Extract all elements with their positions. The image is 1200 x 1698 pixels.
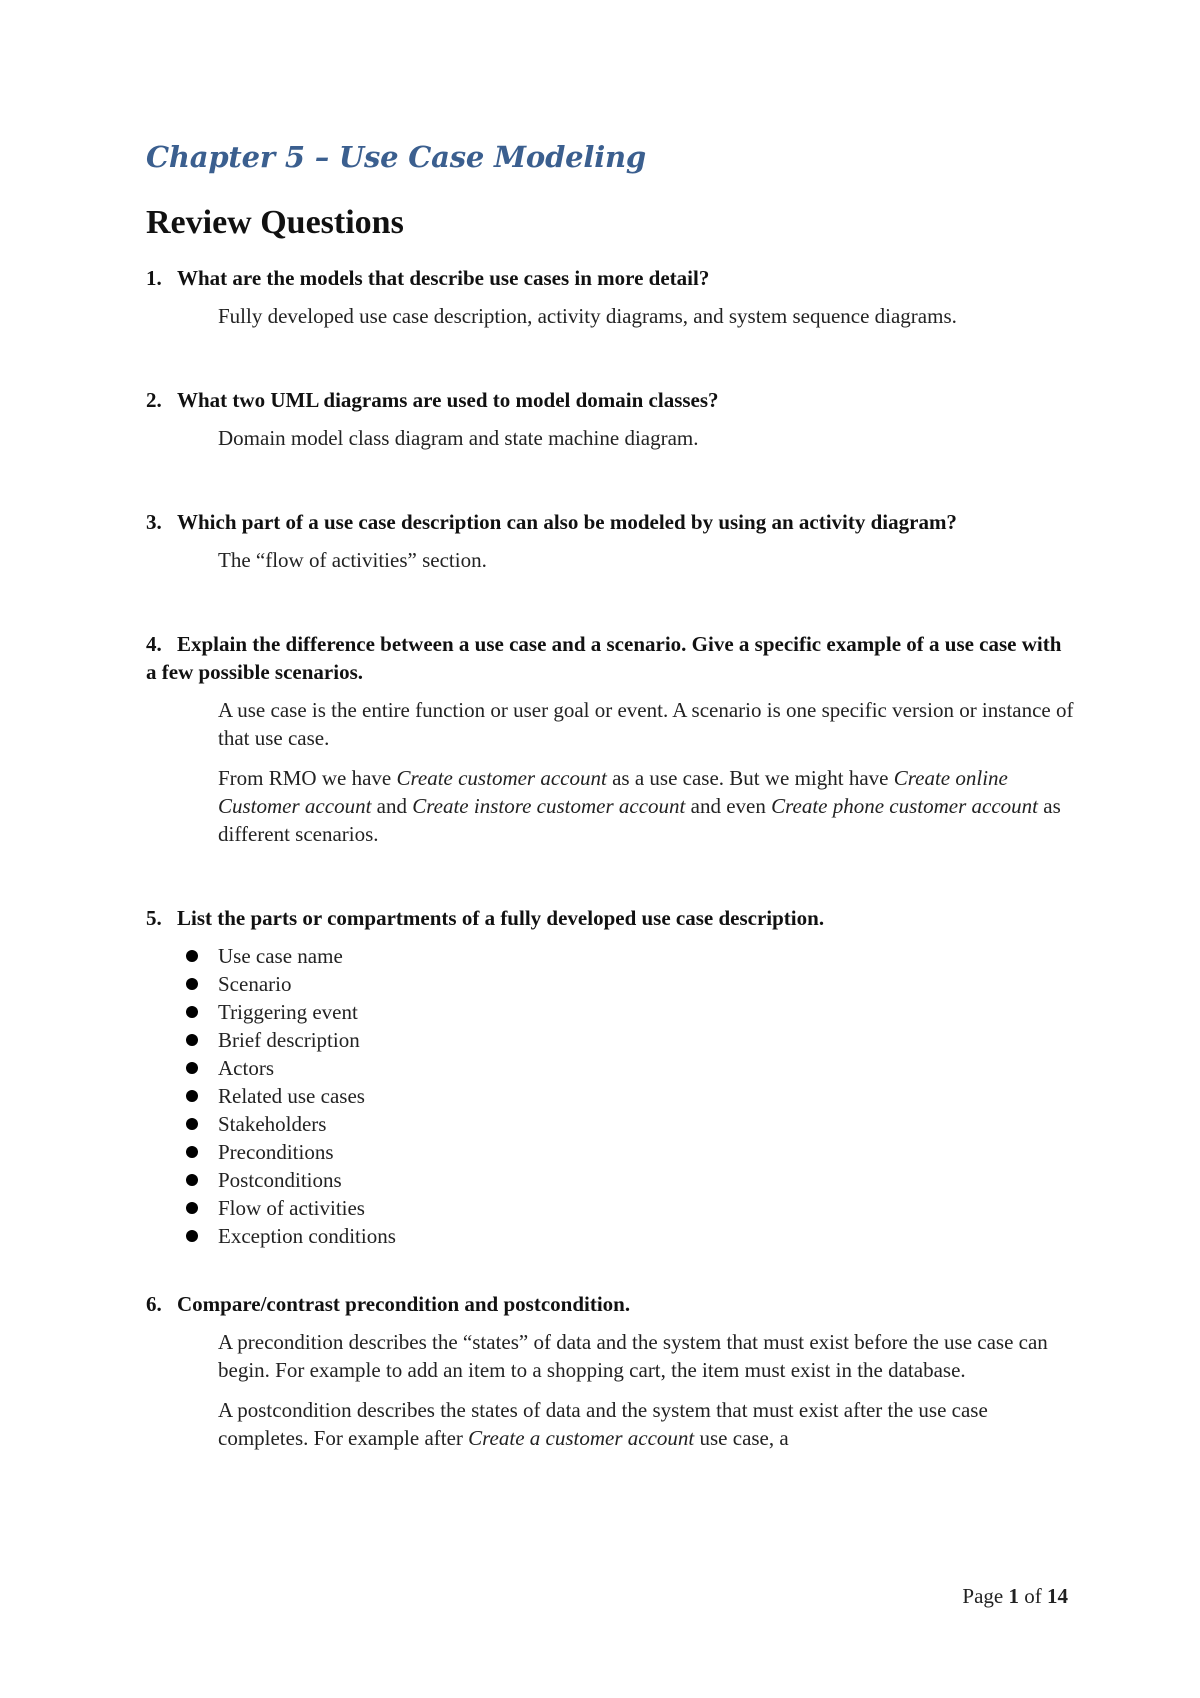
list-item-text: Triggering event (218, 999, 358, 1024)
question-text: Explain the difference between a use case and a scenario. Give a specific example of a use case with a few possible scenarios. (146, 631, 1062, 684)
italic-scenario: Create instore customer account (412, 793, 686, 818)
bullet-icon (186, 1006, 198, 1018)
question-number: 5. (146, 905, 162, 930)
question-number: 3. (146, 509, 162, 534)
bullet-icon (186, 1146, 198, 1158)
question-4 (146, 630, 1076, 686)
answer-4-paragraph-1: A use case is the entire function or user goal or event. A scenario is one specific version or instance of that use case. (218, 697, 1074, 750)
text-run: and (371, 793, 413, 818)
bullet-icon (186, 1202, 198, 1214)
list-item (186, 1194, 1076, 1222)
bullet-icon (186, 1174, 198, 1186)
question-1 (146, 264, 1076, 292)
answer-1: Fully developed use case description, activity diagrams, and system sequence diagrams. (218, 303, 957, 328)
question-block-3 (146, 508, 1076, 574)
list-item-text: Flow of activities (218, 1195, 365, 1220)
answer-2: Domain model class diagram and state machine diagram. (218, 425, 699, 450)
question-block-6 (146, 1290, 1076, 1452)
answer-6-paragraph-1: A precondition describes the “states” of data and the system that must exist before the use case can begin. For example to add an item to a shopping cart, the item must exist in the database. (218, 1329, 1048, 1382)
text-run: and even (685, 793, 772, 818)
question-block-2 (146, 386, 1076, 452)
list-item-text: Actors (218, 1055, 274, 1080)
question-block-5 (146, 904, 1076, 1250)
question-2 (146, 386, 1076, 414)
section-title: Review Questions (146, 203, 404, 241)
question-number: 4. (146, 631, 162, 656)
list-item-text: Exception conditions (218, 1223, 396, 1248)
italic-scenario: Create online Customer account (218, 765, 1008, 818)
chapter-title: Chapter 5 – Use Case Modeling (146, 140, 647, 174)
bullet-icon (186, 978, 198, 990)
answer-3: The “flow of activities” section. (218, 547, 487, 572)
list-item (186, 1026, 1076, 1054)
list-item (186, 970, 1076, 998)
answer-4-paragraph-2 (218, 764, 1076, 848)
italic-use-case: Create a customer account (468, 1425, 695, 1450)
text-run: A postcondition describes the states of data and the system that must exist after the use case completes. For example after (218, 1397, 988, 1450)
list-item (186, 1138, 1076, 1166)
list-item (186, 1054, 1076, 1082)
bullet-icon (186, 1062, 198, 1074)
page-number-footer (938, 1584, 1068, 1609)
list-item-text: Brief description (218, 1027, 360, 1052)
text-run: as different scenarios. (218, 793, 1061, 846)
text-run: use case, a (694, 1425, 789, 1450)
question-text: What are the models that describe use cases in more detail? (177, 265, 710, 290)
question-number: 6. (146, 1291, 162, 1316)
text-run: as a use case. But we might have (606, 765, 894, 790)
footer-total-pages: 14 (1047, 1584, 1068, 1608)
bullet-icon (186, 1034, 198, 1046)
bullet-icon (186, 950, 198, 962)
question-text: Compare/contrast precondition and postcondition. (177, 1291, 631, 1316)
question-block-1 (146, 264, 1076, 330)
page-content (146, 140, 1076, 1508)
list-item (186, 1082, 1076, 1110)
bullet-icon (186, 1090, 198, 1102)
list-item-text: Use case name (218, 943, 343, 968)
list-item-text: Scenario (218, 971, 292, 996)
question-text: What two UML diagrams are used to model domain classes? (177, 387, 719, 412)
question-block-4 (146, 630, 1076, 848)
list-item (186, 942, 1076, 970)
question-6 (146, 1290, 1076, 1318)
list-item-text: Preconditions (218, 1139, 334, 1164)
list-item (186, 998, 1076, 1026)
question-number: 1. (146, 265, 162, 290)
list-item (186, 1222, 1076, 1250)
question-5 (146, 904, 1076, 932)
italic-scenario: Create phone customer account (771, 793, 1039, 818)
italic-use-case: Create customer account (396, 765, 607, 790)
text-run: From RMO we have (218, 765, 397, 790)
list-item-text: Postconditions (218, 1167, 342, 1192)
list-item (186, 1166, 1076, 1194)
question-text: Which part of a use case description can also be modeled by using an activity diagram? (177, 509, 957, 534)
footer-current-page: 1 (1008, 1584, 1019, 1608)
footer-page-word: Page (962, 1584, 1009, 1608)
list-item (186, 1110, 1076, 1138)
bullet-icon (186, 1118, 198, 1130)
bullet-icon (186, 1230, 198, 1242)
question-number: 2. (146, 387, 162, 412)
footer-of-word: of (1019, 1584, 1047, 1608)
answer-6-paragraph-2 (218, 1396, 1076, 1452)
question-3 (146, 508, 1076, 536)
list-item-text: Stakeholders (218, 1111, 327, 1136)
question-text: List the parts or compartments of a fully developed use case description. (177, 905, 825, 930)
compartment-list (146, 942, 1076, 1250)
list-item-text: Related use cases (218, 1083, 365, 1108)
